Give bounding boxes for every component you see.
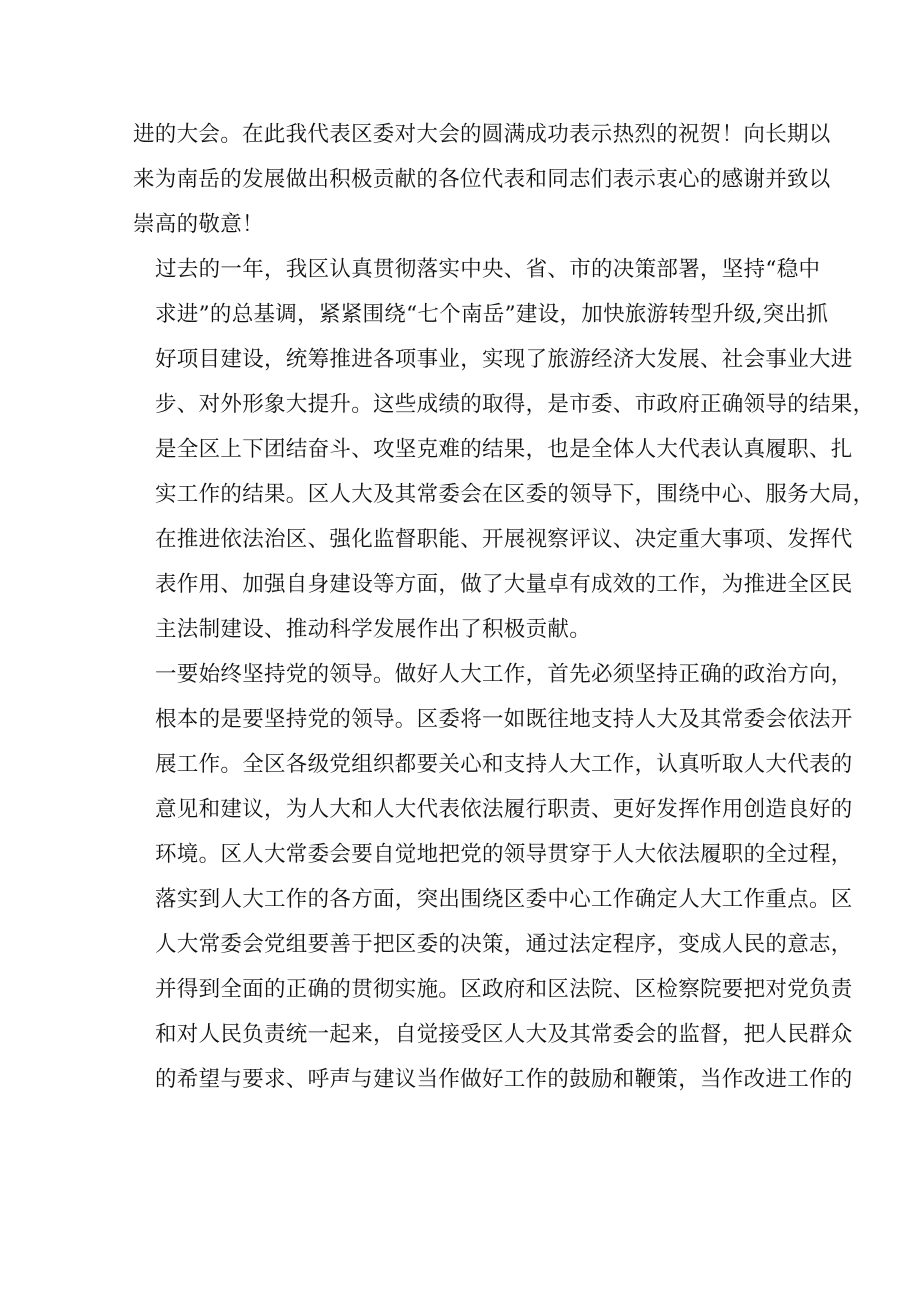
paragraph-past-year-review	[133, 247, 875, 652]
text-line: 展工作。全区各级党组织都要关心和支持人大工作，认真听取人大代表的	[155, 752, 853, 777]
text-line: 来为南岳的发展做出积极贡献的各位代表和同志们表示衷心的感谢并致以	[133, 167, 831, 192]
text-line: 落实到人大工作的各方面，突出围绕区委中心工作确定人大工作重点。区	[155, 887, 853, 912]
text-line: 过去的一年，我区认真贯彻落实中央、省、市的决策部署，坚持“稳中	[155, 257, 821, 282]
text-line: 意见和建议，为人大和人大代表依法履行职责、更好发挥作用创造良好的	[155, 797, 853, 822]
text-line: 实工作的结果。区人大及其常委会在区委的领导下，围绕中心、服务大局，	[155, 482, 875, 507]
text-line: 的希望与要求、呼声与建议当作做好工作的鼓励和鞭策，当作改进工作的	[155, 1067, 853, 1092]
text-line: 一要始终坚持党的领导。做好人大工作，首先必须坚持正确的政治方向，	[155, 662, 853, 687]
text-line: 主法制建设、推动科学发展作出了积极贡献。	[155, 617, 592, 642]
text-line: 表作用、加强自身建设等方面，做了大量卓有成效的工作，为推进全区民	[155, 572, 853, 597]
text-line: 根本的是要坚持党的领导。区委将一如既往地支持人大及其常委会依法开	[155, 707, 853, 732]
text-line: 在推进依法治区、强化监督职能、开展视察评议、决定重大事项、发挥代	[155, 527, 853, 552]
text-line: 是全区上下团结奋斗、攻坚克难的结果，也是全体人大代表认真履职、扎	[155, 437, 853, 462]
text-line: 求进”的总基调，紧紧围绕“七个南岳”建设，加快旅游转型升级,突出抓	[155, 302, 829, 327]
document-body	[133, 112, 875, 1102]
text-line: 人大常委会党组要善于把区委的决策，通过法定程序，变成人民的意志，	[155, 932, 853, 957]
paragraph-party-leadership	[133, 652, 853, 1102]
text-line: 和对人民负责统一起来，自觉接受区人大及其常委会的监督，把人民群众	[155, 1022, 853, 1047]
text-line: 步、对外形象大提升。这些成绩的取得，是市委、市政府正确领导的结果，	[155, 392, 875, 417]
text-line: 环境。区人大常委会要自觉地把党的领导贯穿于人大依法履职的全过程，	[155, 842, 853, 867]
paragraph-congratulations	[133, 112, 831, 247]
text-line: 崇高的敬意！	[133, 212, 264, 237]
text-line: 并得到全面的正确的贯彻实施。区政府和区法院、区检察院要把对党负责	[155, 977, 853, 1002]
text-line: 好项目建设，统筹推进各项事业，实现了旅游经济大发展、社会事业大进	[155, 347, 853, 372]
text-line: 进的大会。在此我代表区委对大会的圆满成功表示热烈的祝贺！向长期以	[133, 122, 831, 147]
